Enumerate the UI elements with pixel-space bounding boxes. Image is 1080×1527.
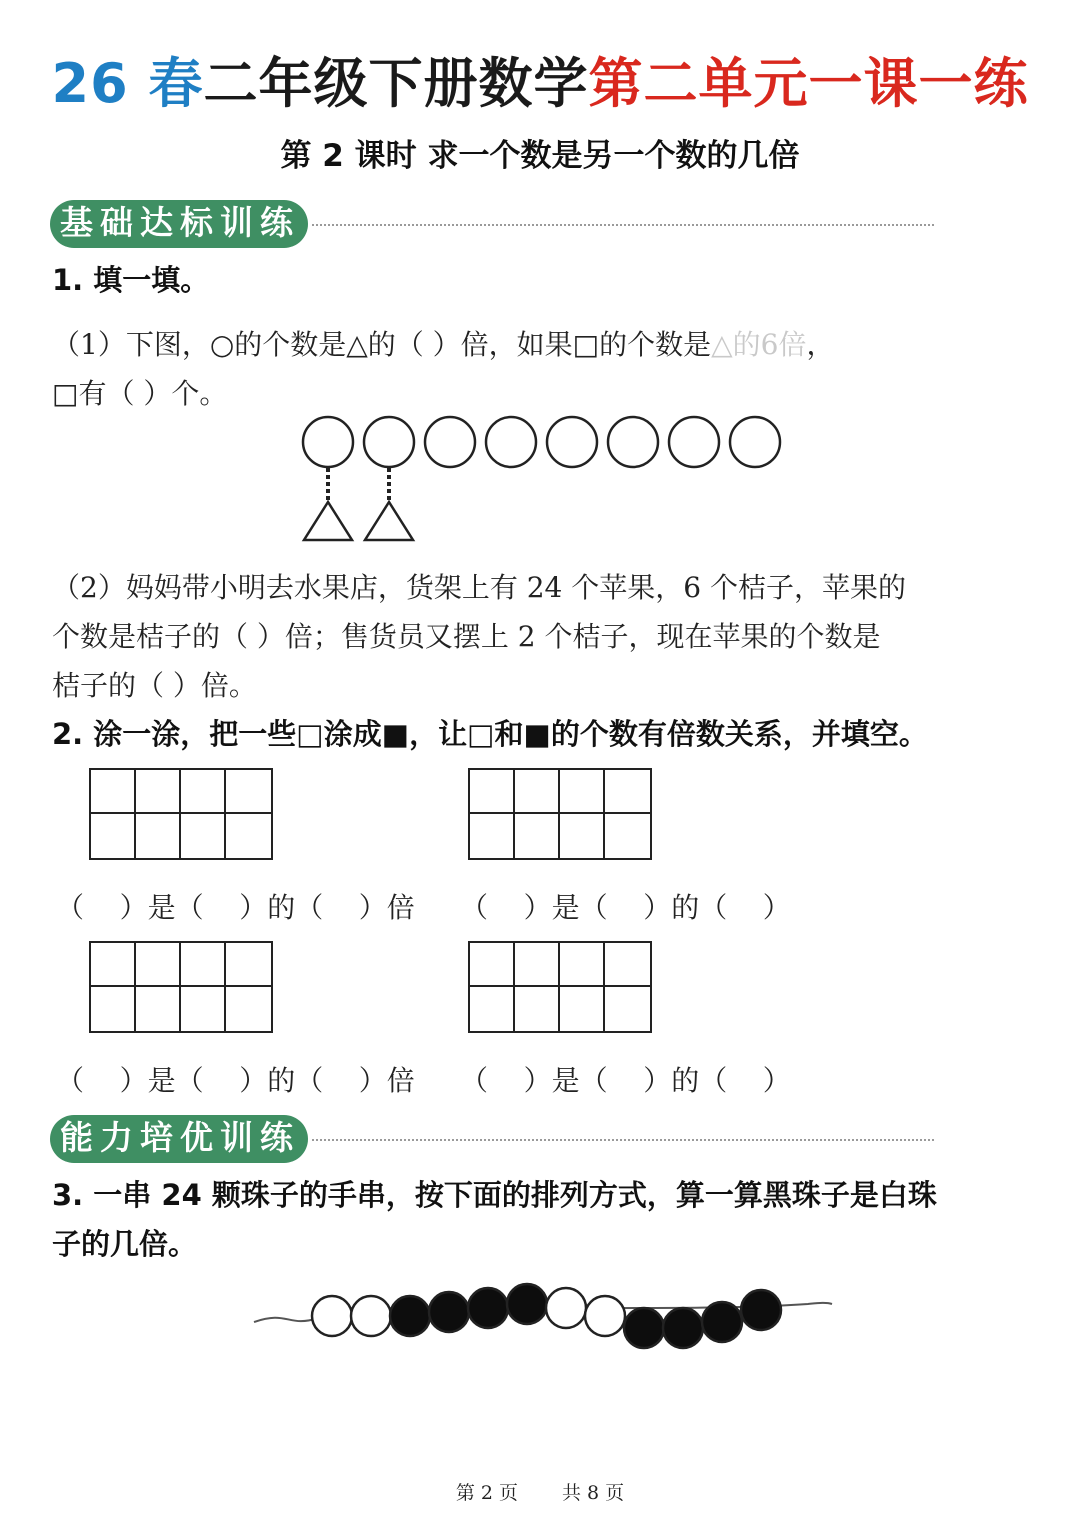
circle-shape — [730, 417, 780, 467]
title-grade: 二年级下册数学 — [203, 52, 589, 115]
q2-heading: 2. 涂一涂，把一些□涂成■，让□和■的个数有倍数关系，并填空。 — [52, 717, 928, 751]
black-bead — [468, 1288, 508, 1328]
grid-top-right[interactable] — [468, 768, 652, 860]
grid-cell[interactable] — [605, 770, 650, 814]
q2-blank-bottom-right: （ ）是（ ）的（ ） — [460, 1064, 791, 1097]
q2-blank-top-left: （ ）是（ ）的（ ）倍 — [56, 891, 415, 924]
title-unit: 第二单元一课一练 — [588, 52, 1029, 115]
grid-cell[interactable] — [226, 987, 271, 1031]
white-bead — [351, 1296, 391, 1336]
section-basic-divider — [312, 224, 934, 226]
black-bead — [702, 1302, 742, 1342]
black-bead — [429, 1292, 469, 1332]
grid-cell[interactable] — [136, 770, 181, 814]
q2-blank-bottom-left: （ ）是（ ）的（ ）倍 — [56, 1064, 415, 1097]
grid-cell[interactable] — [91, 770, 136, 814]
q3-heading-line1: 3. 一串 24 颗珠子的手串，按下面的排列方式，算一算黑珠子是白珠 — [52, 1178, 937, 1212]
grid-top-left[interactable] — [89, 768, 273, 860]
circle-shape — [669, 417, 719, 467]
grid-cell[interactable] — [605, 943, 650, 987]
lesson-subtitle: 第 2 课时 求一个数是另一个数的几倍 — [280, 138, 800, 174]
grid-cell[interactable] — [136, 814, 181, 858]
white-bead — [312, 1296, 352, 1336]
bead-bracelet — [248, 1278, 838, 1368]
grid-cell[interactable] — [226, 943, 271, 987]
grid-cell[interactable] — [181, 770, 226, 814]
circle-shape — [547, 417, 597, 467]
black-bead — [741, 1290, 781, 1330]
grid-cell[interactable] — [181, 814, 226, 858]
page-total: 共 8 页 — [562, 1482, 625, 1504]
q1-part1-comma: ， — [806, 328, 835, 361]
grid-cell[interactable] — [470, 770, 515, 814]
grid-bottom-right[interactable] — [468, 941, 652, 1033]
grid-bottom-left[interactable] — [89, 941, 273, 1033]
q1-part1-text: （1）下图，○的个数是△的（ ）倍，如果□的个数是 — [52, 328, 712, 361]
white-bead — [585, 1296, 625, 1336]
black-bead — [507, 1284, 547, 1324]
circle-shape — [608, 417, 658, 467]
grid-cell[interactable] — [515, 814, 560, 858]
grid-cell[interactable] — [560, 943, 605, 987]
q1-part2-line1: （2）妈妈带小明去水果店，货架上有 24 个苹果，6 个桔子，苹果的 — [52, 571, 906, 604]
q1-part2-line3: 桔子的（ ）倍。 — [52, 669, 257, 702]
q1-part1-faded-text: △的6倍 — [711, 328, 807, 361]
section-advanced-label: 能力培优训练 — [60, 1118, 300, 1157]
grid-cell[interactable] — [605, 814, 650, 858]
q2-blank-top-right: （ ）是（ ）的（ ） — [460, 891, 791, 924]
section-basic-label: 基础达标训练 — [60, 203, 300, 242]
page-footer — [0, 1478, 1080, 1505]
grid-cell[interactable] — [91, 814, 136, 858]
triangle-shape — [365, 502, 413, 540]
grid-cell[interactable] — [91, 943, 136, 987]
circle-shape — [425, 417, 475, 467]
title-year: 26 春 — [51, 52, 204, 115]
q1-part1 — [52, 320, 1032, 418]
section-advanced-divider — [312, 1139, 934, 1141]
grid-cell[interactable] — [181, 987, 226, 1031]
grid-cell[interactable] — [605, 987, 650, 1031]
grid-cell[interactable] — [470, 814, 515, 858]
grid-cell[interactable] — [226, 814, 271, 858]
grid-cell[interactable] — [136, 943, 181, 987]
grid-cell[interactable] — [226, 770, 271, 814]
grid-cell[interactable] — [560, 770, 605, 814]
grid-cell[interactable] — [515, 943, 560, 987]
grid-cell[interactable] — [91, 987, 136, 1031]
q1-part2 — [52, 563, 1032, 710]
black-bead — [390, 1296, 430, 1336]
page-title — [0, 44, 1080, 124]
circle-shape — [486, 417, 536, 467]
q1-figure — [296, 414, 786, 550]
q1-heading: 1. 填一填。 — [52, 263, 210, 297]
q1-part2-line2: 个数是桔子的（ ）倍；售货员又摆上 2 个桔子，现在苹果的个数是 — [52, 620, 881, 653]
triangle-shape — [304, 502, 352, 540]
q3-heading-line2: 子的几倍。 — [52, 1227, 198, 1261]
grid-cell[interactable] — [470, 987, 515, 1031]
black-bead — [663, 1308, 703, 1348]
black-bead — [624, 1308, 664, 1348]
grid-cell[interactable] — [515, 987, 560, 1031]
grid-cell[interactable] — [181, 943, 226, 987]
white-bead — [546, 1288, 586, 1328]
circle-shape — [303, 417, 353, 467]
circle-shape — [364, 417, 414, 467]
grid-cell[interactable] — [470, 943, 515, 987]
grid-cell[interactable] — [560, 814, 605, 858]
q1-part1-line2: □有（ ）个。 — [52, 377, 228, 410]
grid-cell[interactable] — [560, 987, 605, 1031]
grid-cell[interactable] — [515, 770, 560, 814]
grid-cell[interactable] — [136, 987, 181, 1031]
page-number: 第 2 页 — [455, 1482, 518, 1504]
